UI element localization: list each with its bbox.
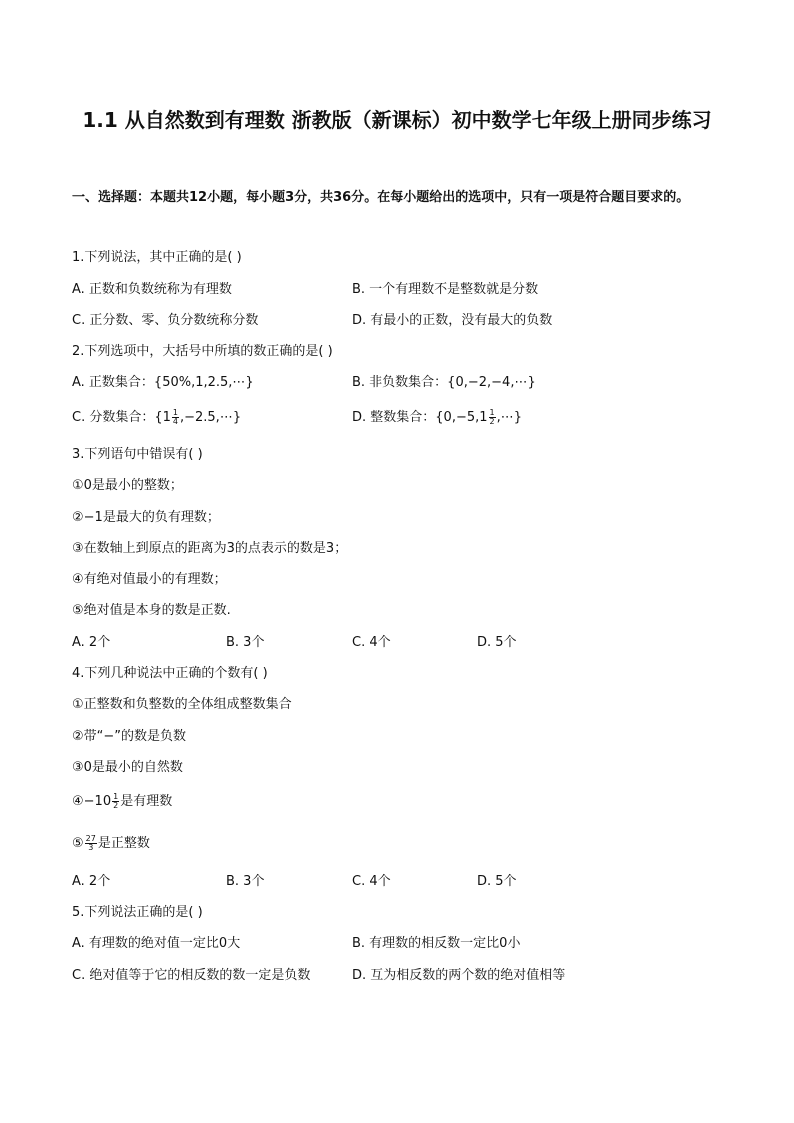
fraction-denominator: 2 xyxy=(489,417,495,426)
question-3-option-c: C. 4个 xyxy=(352,635,391,650)
question-3-option-b: B. 3个 xyxy=(226,635,265,650)
fraction-denominator: 3 xyxy=(88,843,94,852)
question-3-stem: 3.下列语句中错误有( ) xyxy=(72,447,203,462)
fraction-denominator: 2 xyxy=(113,801,119,810)
question-1-option-d: D. 有最小的正数，没有最大的负数 xyxy=(352,313,553,328)
fraction-numerator: 1 xyxy=(172,408,178,417)
question-2-option-a: A. 正数集合：{50%,1,2.5,⋯} xyxy=(72,375,254,390)
question-2-option-c xyxy=(72,408,241,428)
question-1-option-c: C. 正分数、零、负分数统称分数 xyxy=(72,313,259,328)
item-prefix: ⑤ xyxy=(72,836,84,851)
item-prefix: ④−10 xyxy=(72,794,112,809)
question-3-item: ③在数轴上到原点的距离为3的点表示的数是3； xyxy=(72,541,348,556)
fraction-numerator: 1 xyxy=(113,792,119,801)
question-2-option-d xyxy=(352,408,522,428)
question-5-stem: 5.下列说法正确的是( ) xyxy=(72,905,203,920)
question-1-option-b: B. 一个有理数不是整数就是分数 xyxy=(352,282,539,297)
fraction-numerator: 1 xyxy=(489,408,495,417)
option-c-suffix: ,−2.5,⋯} xyxy=(179,410,242,425)
question-1-option-a: A. 正数和负数统称为有理数 xyxy=(72,282,232,297)
fraction xyxy=(112,793,119,810)
question-4-item: ①正整数和负整数的全体组成整数集合 xyxy=(72,697,292,712)
question-3-item: ④有绝对值最小的有理数； xyxy=(72,572,227,587)
question-5-option-c: C. 绝对值等于它的相反数的数一定是负数 xyxy=(72,968,311,983)
question-4-item-5 xyxy=(72,834,150,854)
question-1-stem: 1.下列说法，其中正确的是( ) xyxy=(72,250,242,265)
question-4-option-a: A. 2个 xyxy=(72,874,111,889)
fraction-denominator: 4 xyxy=(172,417,178,426)
question-4-item-4 xyxy=(72,792,172,812)
fraction-numerator: 27 xyxy=(85,834,96,843)
question-4-stem: 4.下列几种说法中正确的个数有( ) xyxy=(72,666,268,681)
item-suffix: 是正整数 xyxy=(97,836,150,851)
option-c-prefix: C. 分数集合：{1 xyxy=(72,410,171,425)
section-header: 一、选择题：本题共12小题，每小题3分，共36分。在每小题给出的选项中，只有一项是符合题目要求的。 xyxy=(72,190,690,205)
question-4-option-c: C. 4个 xyxy=(352,874,391,889)
question-2-option-b: B. 非负数集合：{0,−2,−4,⋯} xyxy=(352,375,536,390)
fraction xyxy=(85,835,97,852)
question-5-option-a: A. 有理数的绝对值一定比0大 xyxy=(72,936,241,951)
question-2-stem: 2.下列选项中，大括号中所填的数正确的是( ) xyxy=(72,344,333,359)
question-3-item: ①0是最小的整数； xyxy=(72,478,183,493)
option-d-prefix: D. 整数集合：{0,−5,1 xyxy=(352,410,488,425)
document-title: 1.1 从自然数到有理数 浙教版（新课标）初中数学七年级上册同步练习 xyxy=(82,108,712,132)
question-5-option-b: B. 有理数的相反数一定比0小 xyxy=(352,936,521,951)
question-3-item: ⑤绝对值是本身的数是正数. xyxy=(72,603,231,618)
item-suffix: 是有理数 xyxy=(120,794,173,809)
fraction xyxy=(172,409,179,426)
question-3-option-d: D. 5个 xyxy=(477,635,517,650)
question-4-item: ③0是最小的自然数 xyxy=(72,760,183,775)
question-4-option-b: B. 3个 xyxy=(226,874,265,889)
question-4-option-d: D. 5个 xyxy=(477,874,517,889)
question-4-item: ②带“−”的数是负数 xyxy=(72,729,187,744)
question-3-option-a: A. 2个 xyxy=(72,635,111,650)
question-3-item: ②−1是最大的负有理数； xyxy=(72,510,220,525)
option-d-suffix: ,⋯} xyxy=(496,410,523,425)
question-5-option-d: D. 互为相反数的两个数的绝对值相等 xyxy=(352,968,566,983)
fraction xyxy=(489,409,496,426)
